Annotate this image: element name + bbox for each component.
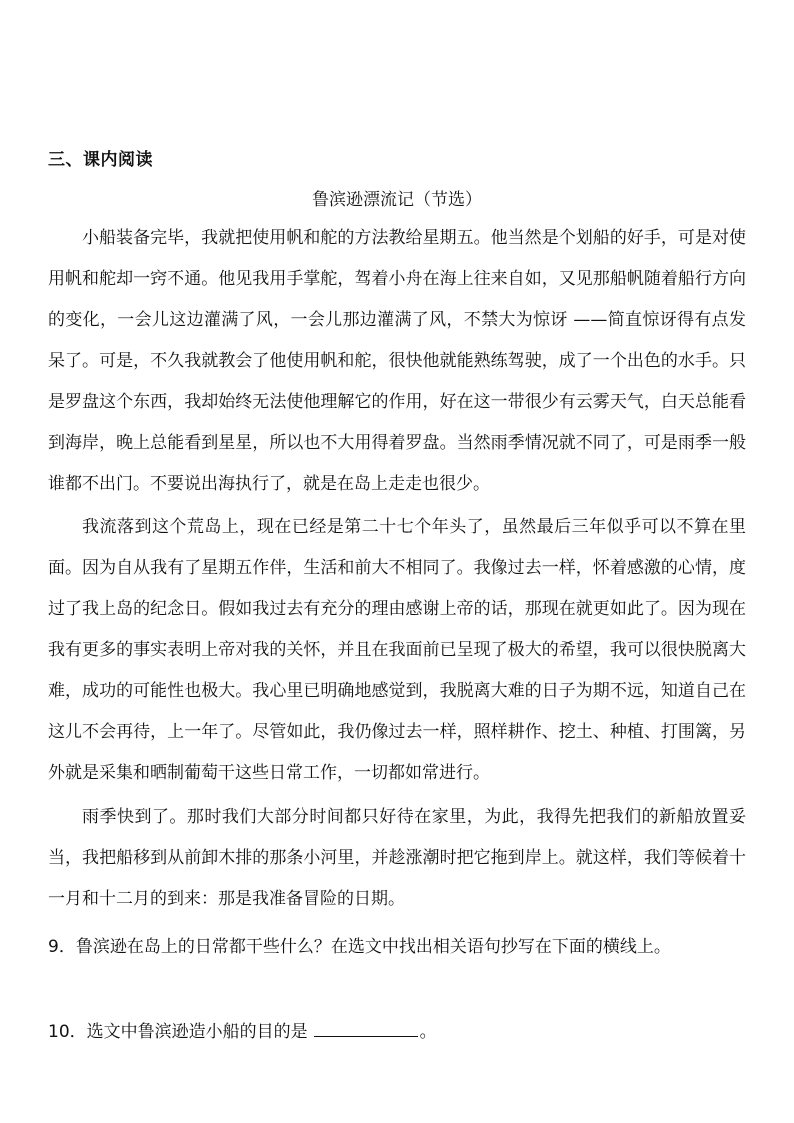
question-10-end: 。: [419, 1022, 437, 1042]
paragraph-1: 小船装备完毕，我就把使用帆和舵的方法教给星期五。他当然是个划船的好手，可是对使用帆和舵却一窍不通。他见我用手掌舵，驾着小舟在海上往来自如，又见那船帆随着船行方向的变化，一会儿这边灌满了风，一会儿那边灌满了风，不禁大为惊讶 ——简直惊讶得有点发呆了。可是，不久我就教会了他使用帆和舵，很快他就能熟练驾驶，成了一个出色的水手。只是罗盘这个东西，我却始终无法使他理解它的作用，好在这一带很少有云雾天气，白天总能看到海岸，晚上总能看到星星，所以也不大用得着罗盘。当然雨季情况就不同了，可是雨季一般谁都不出门。不要说出海执行了，就是在岛上走走也很少。: [48, 228, 746, 494]
question-10-text: 10．选文中鲁滨逊造小船的目的是: [48, 1022, 308, 1042]
paragraph-2: 我流落到这个荒岛上，现在已经是第二十七个年头了，虽然最后三年似乎可以不算在里面。因为自从我有了星期五作伴，生活和前大不相同了。我像过去一样，怀着感激的心情，度过了我上岛的纪念日。假如我过去有充分的理由感谢上帝的话，那现在就更如此了。因为现在我有更多的事实表明上帝对我的关怀，并且在我面前已呈现了极大的希望，我可以很快脱离大难，成功的可能性也极大。我心里已明确地感觉到，我脱离大难的日子为期不远，知道自己在这儿不会再待，上一年了。尽管如此，我仍像过去一样，照样耕作、挖土、种植、打围篱，另外就是采集和晒制葡萄干这些日常工作，一切都如常进行。: [48, 517, 746, 783]
question-10: [48, 1017, 437, 1042]
section-heading: 三、课内阅读: [48, 150, 153, 170]
paragraph-3: 雨季快到了。那时我们大部分时间都只好待在家里，为此，我得先把我们的新船放置妥当，我把船移到从前卸木排的那条小河里，并趁涨潮时把它拖到岸上。就这样，我们等候着十一月和十二月的到来：那是我准备冒险的日期。: [48, 807, 746, 909]
question-9: 9．鲁滨逊在岛上的日常都干些什么？在选文中找出相关语句抄写在下面的横线上。: [48, 937, 671, 957]
article-title: 鲁滨逊漂流记（节选）: [312, 190, 482, 210]
answer-blank[interactable]: [314, 1020, 418, 1037]
